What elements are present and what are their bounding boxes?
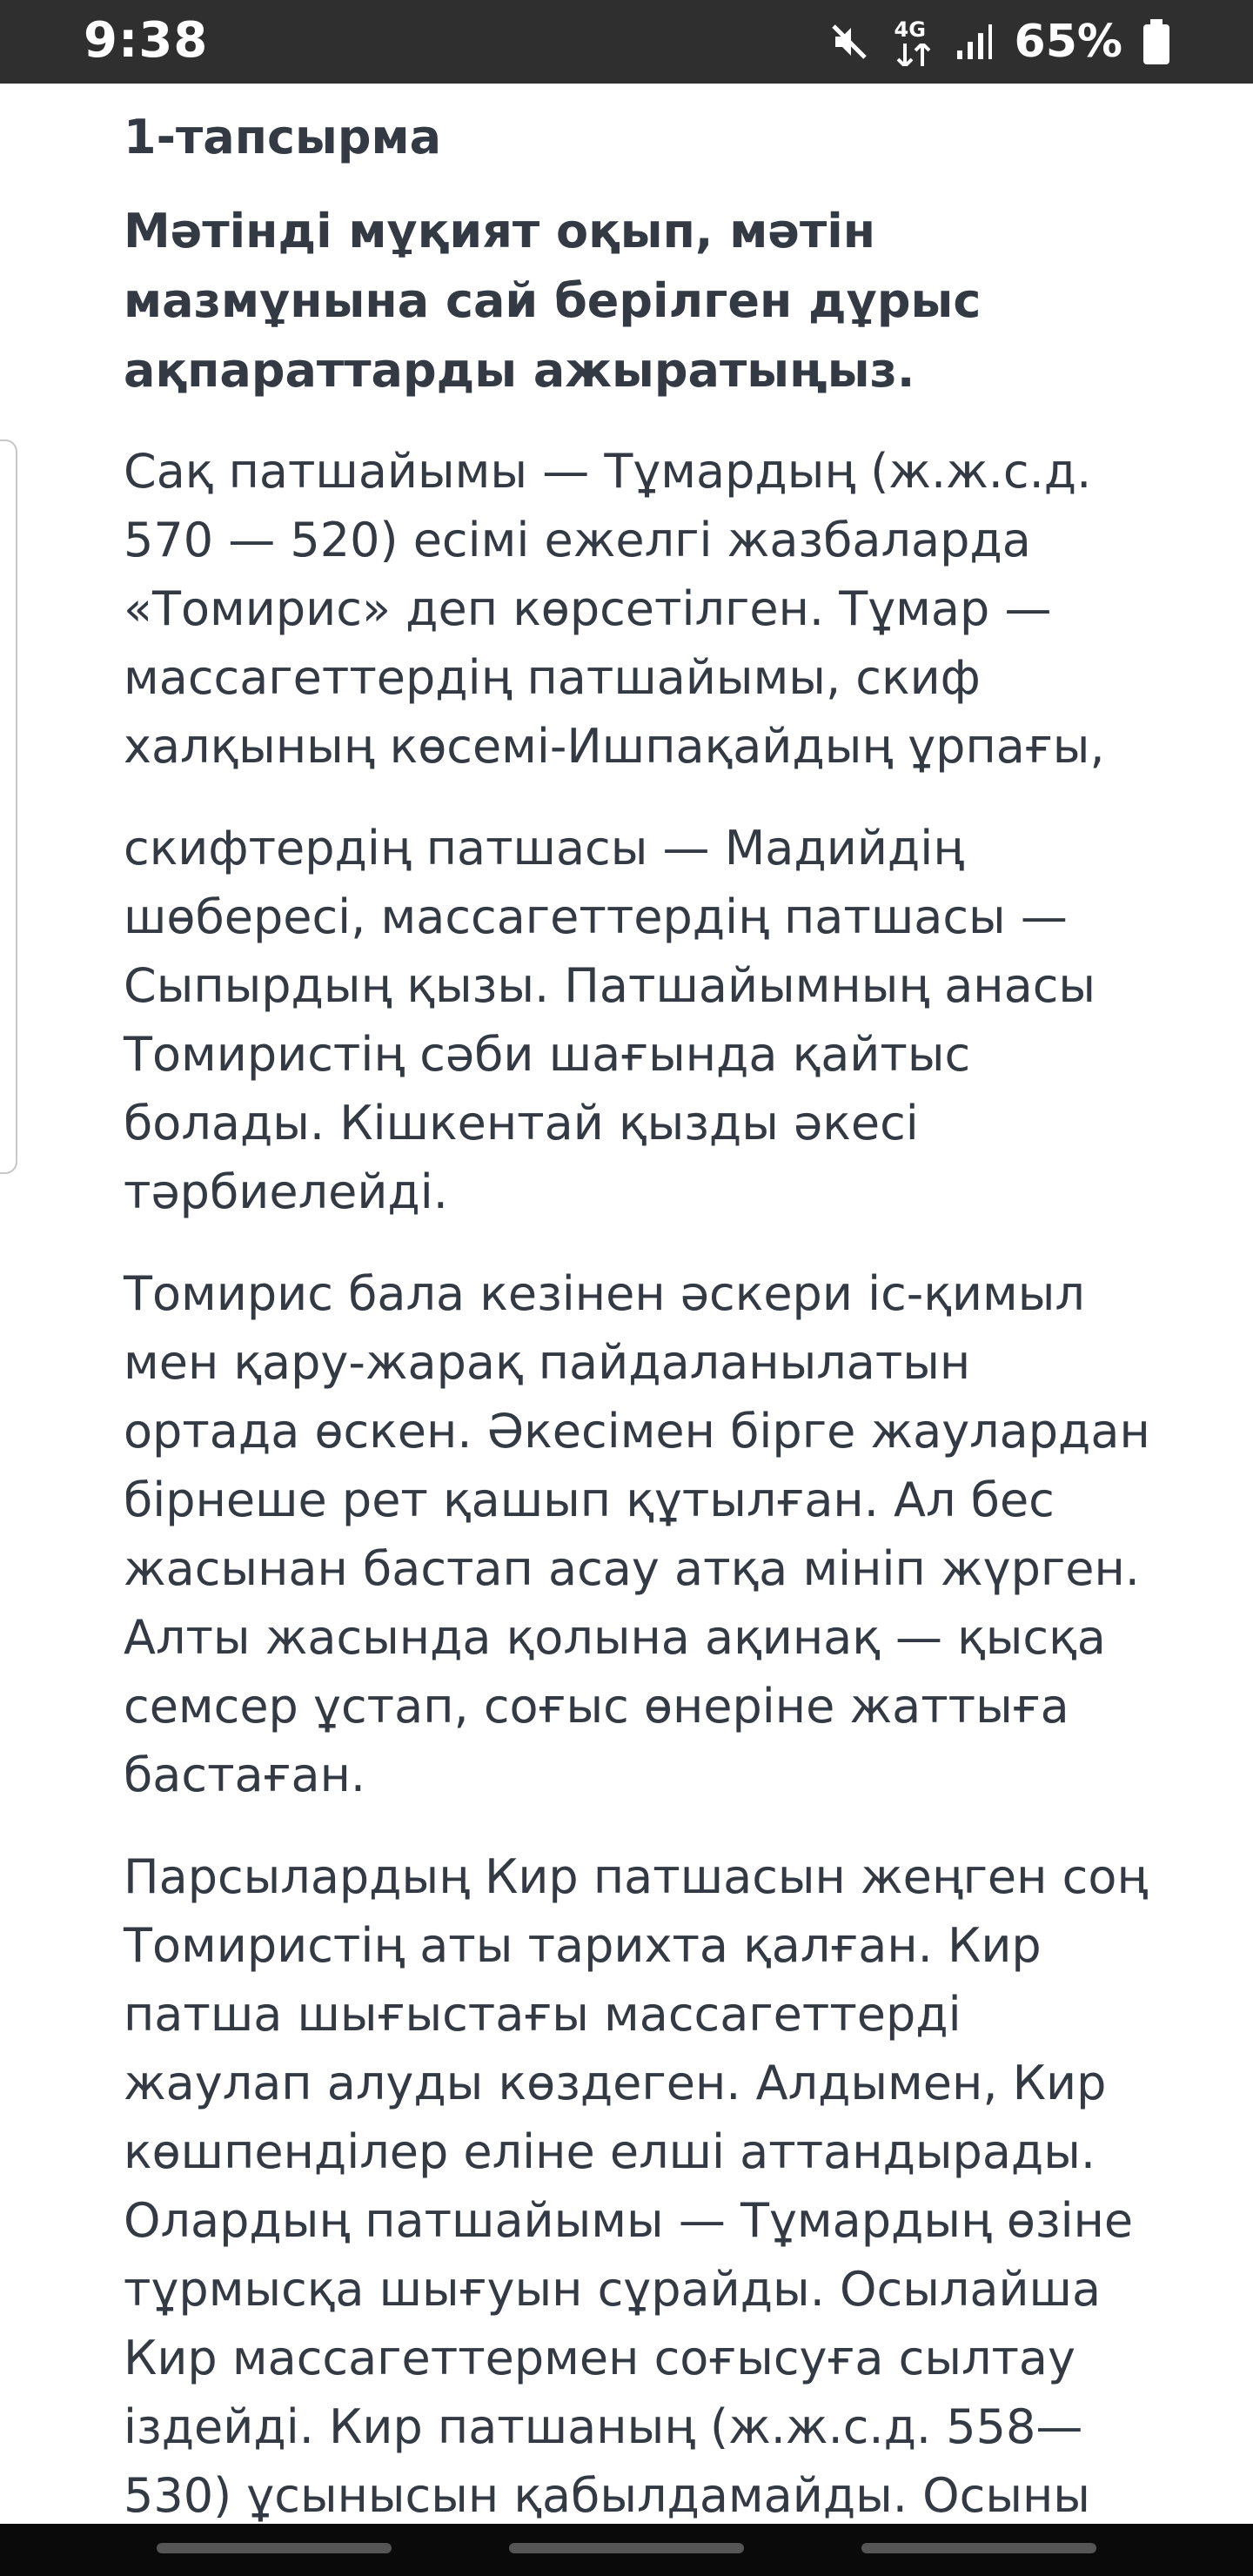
signal-icon [955, 23, 994, 61]
status-time: 9:38 [84, 12, 209, 69]
task-instruction: Мәтінді мұқият оқып, мәтін мазмұнына сай берілген дұрыс ақпараттарды ажыратыңыз. [124, 204, 982, 398]
task-title: 1-тапсырма [124, 110, 442, 164]
status-bar [0, 0, 1253, 84]
nav-home-button[interactable] [509, 2543, 744, 2553]
task-content [124, 96, 1150, 2563]
network-label: 4G [894, 17, 926, 42]
battery-icon [1143, 19, 1169, 64]
text-paragraph: скифтердің патшасы — Мадийдің шөбересі, массагеттердің патшасы — Сыпырдың қызы. Патшайымның анасы Томиристің сәби шағында қайтыс болады. Кішкентай қызды әкесі тәрбиелейді. [124, 821, 1096, 1219]
status-icons [828, 16, 1169, 68]
text-paragraph: Сақ патшайымы — Тұмардың (ж.ж.с.д. 570 — 520) есімі ежелгі жазбаларда «Томирис» деп көрсетілген. Тұмар — массагеттердің патшайымы, скиф халқының көсемі-Ишпақайдың ұрпағы, [124, 444, 1105, 774]
nav-back-button[interactable] [861, 2543, 1096, 2553]
text-paragraph: Томирис бала кезінен әскери іс-қимыл мен қару-жарақ пайдаланылатын ортада өскен. Әкесімен бірге жаулардан бірнеше рет қашып құтылған. Ал бес жасынан бастап асау атқа мініп жүрген. Алты жасында қолына ақинақ — қысқа семсер ұстап, соғыс өнеріне жаттыға бастаған. [124, 1266, 1150, 1802]
mute-icon [828, 21, 870, 63]
navigation-bar [0, 2524, 1253, 2576]
battery-percentage: 65% [1014, 16, 1122, 68]
nav-recent-button[interactable] [157, 2543, 392, 2553]
network-4g-icon [891, 17, 935, 66]
side-panel-handle[interactable] [0, 439, 17, 1174]
text-paragraph: Парсылардың Кир патшасын жеңген соң Томиристің аты тарихта қалған. Кир патша шығыстағы массагеттерді жаулап алуды көздеген. Алдымен, Кир көшпенділер еліне елші аттандырады. Олардың патшайымы — Тұмардың өзіне тұрмысқа шығуын сұрайды. Осылайша Кир массагеттермен соғысуға сылтау іздейді. Кир патшаның (ж.ж.с.д. 558—530) ұсынысын қабылдамайды. Осыны [124, 1849, 1149, 2523]
